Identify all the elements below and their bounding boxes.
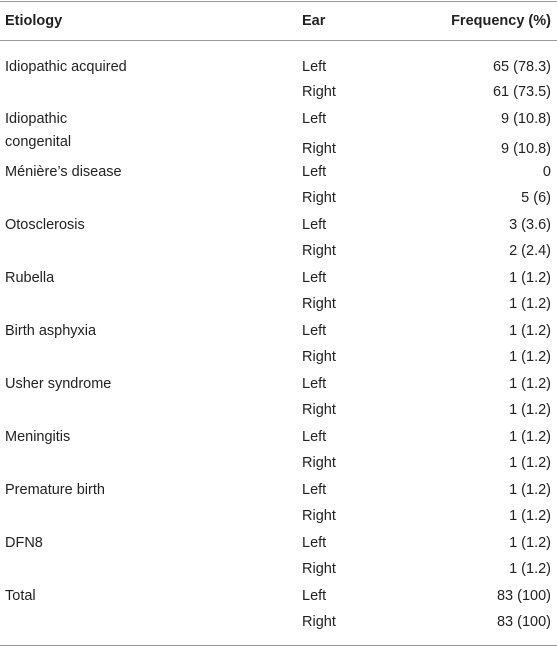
frequency-cell: 1 (1.2) — [509, 508, 551, 524]
etiology-cell: Birth asphyxia — [5, 323, 97, 339]
ear-cell: Left — [302, 535, 327, 551]
etiology-cell: Otosclerosis — [5, 217, 85, 233]
ear-cell: Left — [302, 217, 327, 233]
table-row — [0, 452, 557, 475]
header-frequency: Frequency (%) — [451, 13, 551, 29]
ear-cell: Right — [302, 296, 336, 312]
table-row — [0, 346, 557, 369]
table-row — [0, 81, 557, 104]
ear-cell: Left — [302, 111, 327, 127]
ear-cell: Right — [302, 243, 336, 259]
ear-cell: Right — [302, 508, 336, 524]
etiology-cell: Rubella — [5, 270, 55, 286]
ear-cell: Left — [302, 482, 327, 498]
frequency-cell: 65 (78.3) — [492, 59, 551, 75]
frequency-cell: 83 (100) — [496, 588, 551, 604]
table-row — [0, 108, 557, 131]
table-row — [0, 240, 557, 263]
ear-cell: Right — [302, 561, 336, 577]
table-row — [0, 532, 557, 555]
frequency-cell: 1 (1.2) — [509, 402, 551, 418]
ear-cell: Left — [302, 59, 327, 75]
ear-cell: Right — [302, 141, 336, 157]
table-row — [0, 558, 557, 581]
table-row — [0, 611, 557, 634]
etiology-cell: Usher syndrome — [5, 376, 112, 392]
frequency-cell: 1 (1.2) — [509, 535, 551, 551]
header-rule — [0, 40, 557, 41]
table-row — [0, 320, 557, 343]
ear-cell: Left — [302, 164, 327, 180]
header-etiology: Etiology — [5, 13, 63, 29]
table-row — [0, 187, 557, 210]
table-row — [0, 293, 557, 316]
frequency-cell: 9 (10.8) — [501, 141, 551, 157]
frequency-cell: 1 (1.2) — [509, 376, 551, 392]
frequency-cell: 1 (1.2) — [509, 270, 551, 286]
table-row — [0, 505, 557, 528]
ear-cell: Right — [302, 455, 336, 471]
table-header-row — [0, 2, 557, 40]
frequency-cell: 83 (100) — [496, 614, 551, 630]
etiology-line: congenital — [5, 134, 72, 150]
ear-cell: Right — [302, 402, 336, 418]
frequency-cell: 0 — [542, 164, 551, 180]
ear-cell: Right — [302, 190, 336, 206]
frequency-cell: 61 (73.5) — [492, 84, 551, 100]
etiology-cell: Idiopathic acquired — [5, 59, 127, 75]
table-row — [0, 426, 557, 449]
table-bottom-rule — [0, 645, 557, 646]
ear-cell: Right — [302, 84, 336, 100]
ear-cell: Left — [302, 429, 327, 445]
etiology-cell: Ménière’s disease — [5, 164, 122, 180]
etiology-line: Idiopathic — [5, 111, 68, 127]
frequency-cell: 1 (1.2) — [509, 323, 551, 339]
frequency-cell: 9 (10.8) — [501, 111, 551, 127]
ear-cell: Left — [302, 323, 327, 339]
table-row — [0, 214, 557, 237]
frequency-cell: 1 (1.2) — [509, 561, 551, 577]
frequency-cell: 1 (1.2) — [509, 296, 551, 312]
table-row — [0, 479, 557, 502]
ear-cell: Right — [302, 349, 336, 365]
etiology-cell: Total — [5, 588, 36, 604]
ear-cell: Left — [302, 376, 327, 392]
frequency-cell: 3 (3.6) — [509, 217, 551, 233]
frequency-cell: 1 (1.2) — [509, 455, 551, 471]
etiology-cell: Meningitis — [5, 429, 71, 445]
table-row — [0, 585, 557, 608]
frequency-cell: 1 (1.2) — [509, 349, 551, 365]
frequency-cell: 2 (2.4) — [509, 243, 551, 259]
ear-cell: Right — [302, 614, 336, 630]
table-row — [0, 373, 557, 396]
table-row — [0, 267, 557, 290]
frequency-cell: 5 (6) — [521, 190, 551, 206]
table-row — [0, 399, 557, 422]
etiology-cell: DFN8 — [5, 535, 43, 551]
table-row — [0, 138, 557, 161]
frequency-cell: 1 (1.2) — [509, 429, 551, 445]
etiology-cell: Premature birth — [5, 482, 105, 498]
frequency-cell: 1 (1.2) — [509, 482, 551, 498]
ear-cell: Left — [302, 270, 327, 286]
table-row — [0, 56, 557, 79]
ear-cell: Left — [302, 588, 327, 604]
table-row — [0, 161, 557, 184]
header-ear: Ear — [302, 13, 326, 29]
